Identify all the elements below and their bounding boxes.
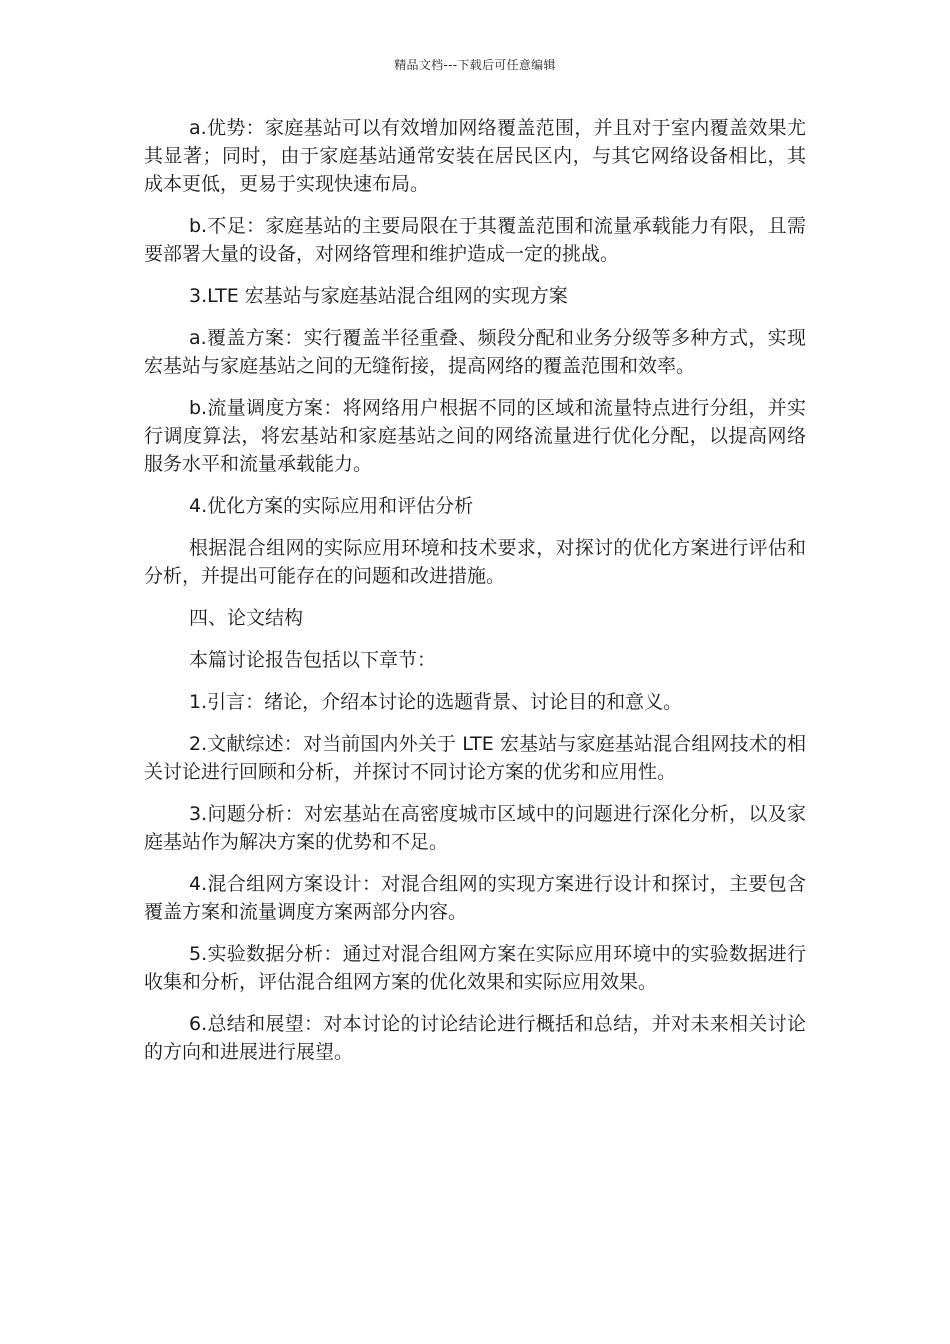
paragraph-coverage-scheme: a.覆盖方案：实行覆盖半径重叠、频段分配和业务分级等多种方式，实现宏基站与家庭基站之间的无缝衔接，提高网络的覆盖范围和效率。 xyxy=(144,327,806,377)
paragraph-traffic-scheme: b.流量调度方案：将网络用户根据不同的区域和流量特点进行分组，并实行调度算法，将宏基站和家庭基站之间的网络流量进行优化分配，以提高网络服务水平和流量承载能力。 xyxy=(144,397,806,475)
paragraph-disadvantages: b.不足：家庭基站的主要局限在于其覆盖范围和流量承载能力有限，且需要部署大量的设备，对网络管理和维护造成一定的挑战。 xyxy=(144,215,806,265)
paragraph-evaluation: 根据混合组网的实际应用环境和技术要求，对探讨的优化方案进行评估和分析，并提出可能存在的问题和改进措施。 xyxy=(144,537,806,587)
document-body xyxy=(144,114,806,1080)
section-heading-structure: 四、论文结构 xyxy=(189,607,304,629)
list-item-summary: 6.总结和展望：对本讨论的讨论结论进行概括和总结，并对未来相关讨论的方向和进展进行展望。 xyxy=(144,1013,806,1063)
paragraph-structure-intro: 本篇讨论报告包括以下章节： xyxy=(189,649,437,671)
page-header: 精品文档---下载后可任意编辑 xyxy=(394,58,556,72)
list-item-problem-analysis: 3.问题分析：对宏基站在高密度城市区域中的问题进行深化分析，以及家庭基站作为解决方案的优势和不足。 xyxy=(144,803,806,853)
paragraph-advantages: a.优势：家庭基站可以有效增加网络覆盖范围，并且对于室内覆盖效果尤其显著；同时，由于家庭基站通常安装在居民区内，与其它网络设备相比，其成本更低，更易于实现快速布局。 xyxy=(144,117,806,195)
section-heading-implementation: 3.LTE 宏基站与家庭基站混合组网的实现方案 xyxy=(189,285,568,307)
section-heading-evaluation: 4.优化方案的实际应用和评估分析 xyxy=(189,495,474,517)
list-item-introduction: 1.引言：绪论，介绍本讨论的选题背景、讨论目的和意义。 xyxy=(189,691,683,713)
list-item-literature-review: 2.文献综述：对当前国内外关于 LTE 宏基站与家庭基站混合组网技术的相关讨论进行回顾和分析，并探讨不同讨论方案的优劣和应用性。 xyxy=(144,733,806,783)
list-item-scheme-design: 4.混合组网方案设计：对混合组网的实现方案进行设计和探讨，主要包含覆盖方案和流量调度方案两部分内容。 xyxy=(144,873,806,923)
list-item-data-analysis: 5.实验数据分析：通过对混合组网方案在实际应用环境中的实验数据进行收集和分析，评估混合组网方案的优化效果和实际应用效果。 xyxy=(144,943,806,993)
